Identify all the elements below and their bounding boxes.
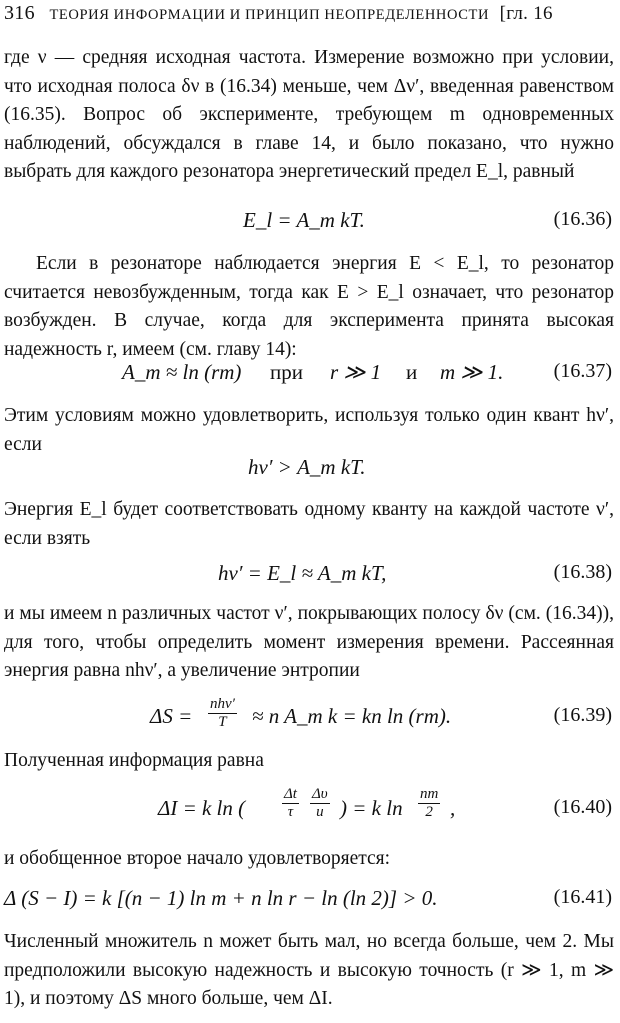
equation-16-39 — [0, 696, 620, 740]
equation-formula-b: r ≫ 1 — [330, 360, 382, 384]
equation-number: (16.38) — [553, 561, 612, 583]
equation-formula: Δ (S − I) = k [(n − 1) ln m + n ln r − ln (ln 2)] > 0. — [4, 886, 438, 910]
paragraph-7: и обобщенное второе начало удовлетворяется: — [4, 848, 391, 869]
equation-tail: , — [450, 796, 456, 820]
paragraph-5: и мы имеем n различных частот ν′, покрывающих полосу δν (см. (16.34)), для того, чтобы определить момент измерения времени. Рассеянная энергия равна nhν′, а увеличение энтропии — [4, 603, 614, 682]
equation-number: (16.37) — [553, 360, 612, 382]
equation-formula: E_l = A_m kT. — [243, 208, 365, 232]
equation-number: (16.41) — [553, 886, 612, 908]
fraction-denominator: τ — [287, 804, 294, 820]
paragraph-2: Если в резонаторе наблюдается энергия E < E_l, то резонатор считается невозбужденным, тогда как E > E_l означает, что резонатор возбужден. В случае, когда для эксперимента принята высокая надежность r, имеем (см. главу 14): — [4, 253, 614, 360]
fraction-denominator: T — [218, 714, 227, 730]
fraction-numerator: nhν′ — [210, 696, 235, 712]
equation-formula-a: A_m ≈ ln (rm) — [122, 360, 242, 384]
fraction-numerator: Δυ — [312, 786, 328, 802]
fraction-denominator: 2 — [425, 804, 433, 820]
paragraph-3: Этим условиям можно удовлетворить, используя только один квант hν′, если — [4, 405, 614, 455]
paragraph-6: Полученная информация равна — [4, 750, 264, 771]
running-title: ТЕОРИЯ ИНФОРМАЦИИ И ПРИНЦИП НЕОПРЕДЕЛЕННОСТИ — [49, 7, 490, 23]
equation-fraction-3 — [418, 786, 440, 821]
equation-lhs: ΔI = k ln ( — [158, 796, 246, 820]
equation-formula: hν′ = E_l ≈ A_m kT, — [218, 561, 387, 585]
equation-word-a: при — [270, 360, 303, 384]
paragraph-1: где ν — средняя исходная частота. Измерение возможно при условии, что исходная полоса δν в (16.34) меньше, чем Δν′, введенная равенством (16.35). Вопрос об эксперименте, требующем m одновременных наблюдений, обсуждался в главе 14, и было показано, что нужно выбрать для каждого резонатора энергетический предел E_l, равный — [4, 47, 614, 183]
equation-number: (16.39) — [553, 704, 612, 726]
equation-lhs: ΔS = — [150, 704, 193, 728]
equation-number: (16.40) — [553, 796, 612, 818]
chapter-marker: [гл. 16 — [499, 3, 553, 24]
equation-mid: ) = k ln — [340, 796, 403, 820]
equation-16-41 — [0, 886, 620, 916]
page-number: 316 — [4, 2, 35, 24]
equation-fraction-1 — [282, 786, 299, 821]
paragraph-4: Энергия E_l будет соответствовать одному кванту на каждой частоте ν′, если взять — [4, 499, 614, 549]
equation-formula: hν′ > A_m kT. — [248, 455, 366, 479]
equation-fraction-2 — [310, 786, 330, 821]
fraction-numerator: nm — [420, 786, 439, 802]
equation-number: (16.36) — [553, 208, 612, 230]
paragraph-8: Численный множитель n может быть мал, но всегда больше, чем 2. Мы предположили высокую надежность и высокую точность (r ≫ 1, m ≫ 1), и поэтому ΔS много больше, чем ΔI. — [4, 931, 614, 1010]
equation-16-38 — [0, 561, 620, 591]
equation-16-37 — [0, 360, 620, 390]
equation-formula-c: m ≫ 1. — [440, 360, 504, 384]
equation-16-40 — [0, 786, 620, 832]
fraction-numerator: Δt — [284, 786, 297, 802]
fraction-denominator: u — [316, 804, 324, 820]
equation-word-b: и — [406, 360, 418, 384]
equation-fraction — [208, 696, 237, 731]
equation-condition — [0, 455, 620, 485]
running-header — [4, 2, 616, 25]
equation-rhs: ≈ n A_m k = kn ln (rm). — [252, 704, 452, 728]
equation-16-36 — [0, 208, 620, 238]
